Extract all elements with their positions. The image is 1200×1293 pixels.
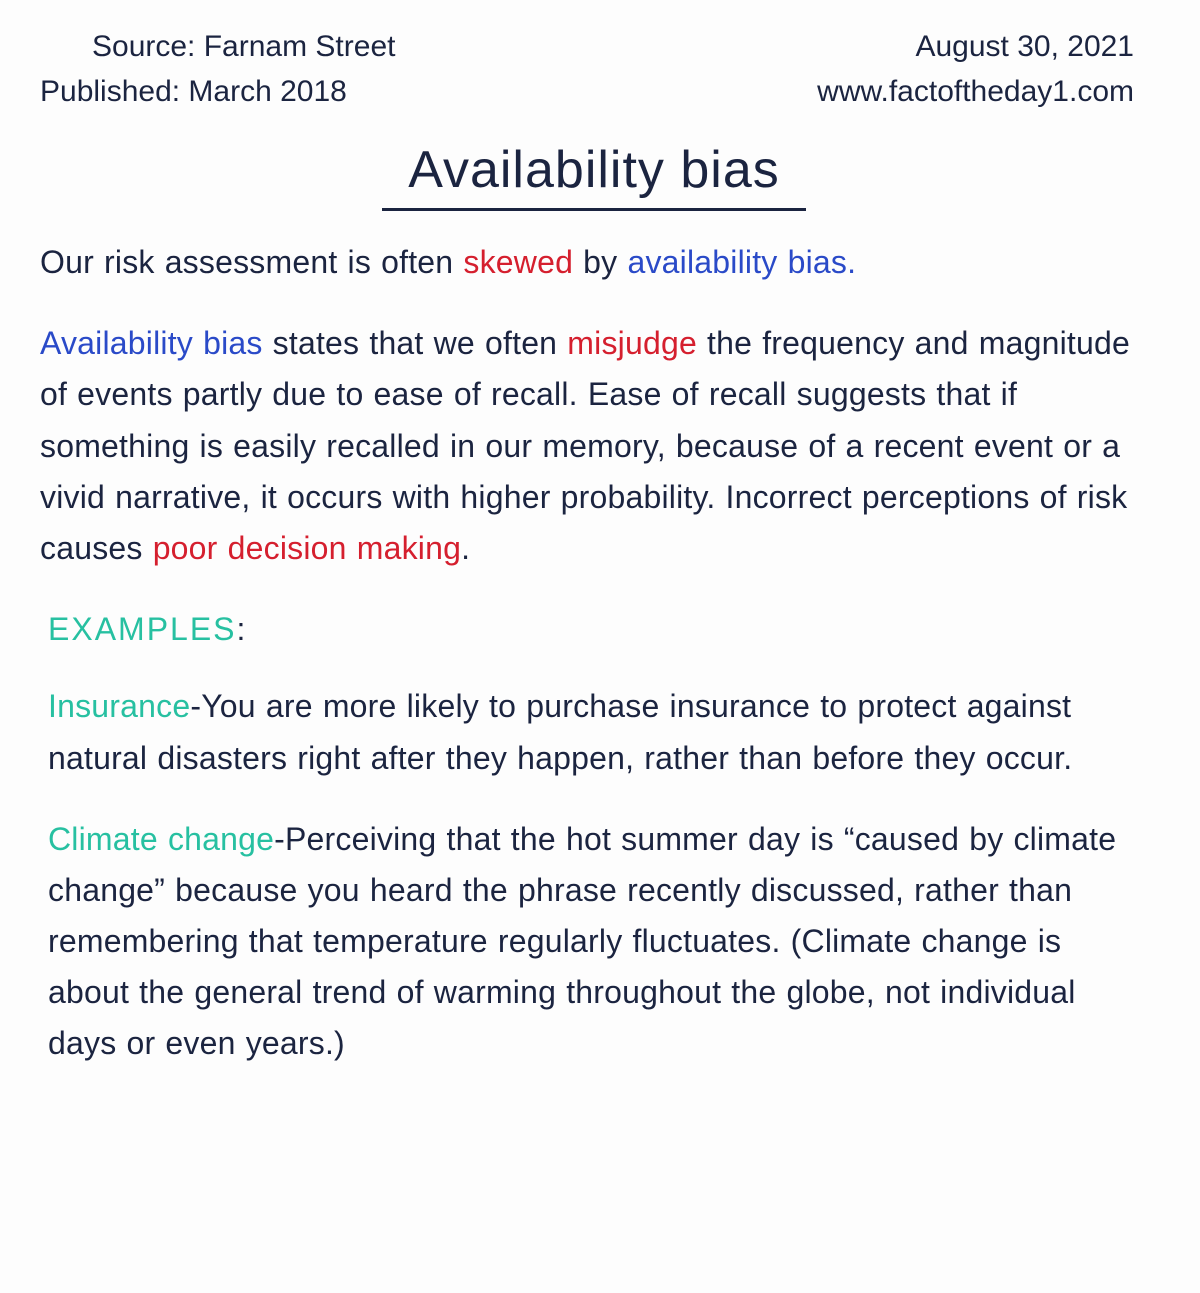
text-segment-red: misjudge: [567, 325, 697, 362]
text-segment-ink: by: [573, 244, 628, 280]
title-wrap: [40, 140, 1148, 211]
text-segment-ink: -You are more likely to purchase insurance to protect against natural disasters right after they happen, rather than before they occur.: [48, 688, 1073, 776]
text-segment-red: poor decision making: [152, 529, 462, 566]
website-text: www.factoftheday1.com: [817, 75, 1134, 108]
text-segment-ink: states that we often: [262, 325, 568, 362]
note-body: [40, 237, 1148, 1070]
text-segment-ink: :: [236, 611, 248, 648]
header-left: [40, 24, 395, 114]
paragraph-definition: [40, 318, 1148, 574]
paragraph-climate-change-example: [40, 814, 1148, 1070]
text-segment-teal: Insurance: [48, 688, 191, 725]
source-line: Source: Farnam Street: [92, 30, 396, 63]
header: [40, 24, 1148, 114]
published-line: Published: March 2018: [40, 75, 347, 108]
text-segment-blue: availability bias.: [627, 244, 857, 280]
text-segment-ink: -Perceiving that the hot summer day is “caused by climate change” because you heard the phrase recently discussed, rather than remembering that temperature regularly fluctuates. (Climate change is about the general trend of warming throughout the globe, not individual days or even years.): [48, 820, 1117, 1062]
text-segment-red: skewed: [463, 244, 574, 280]
paragraph-insurance-example: [40, 681, 1148, 783]
date-line: August 30, 2021: [915, 30, 1134, 63]
page-title: Availability bias: [382, 140, 806, 211]
paragraph-intro: [40, 237, 1148, 288]
text-segment-teal: Climate change: [48, 820, 275, 857]
text-segment-ink: .: [461, 529, 471, 566]
examples-heading: [40, 604, 1148, 655]
text-segment-ink: Our risk assessment is often: [40, 244, 464, 280]
header-right: [817, 24, 1148, 114]
text-segment-ink: the frequency and magnitude of events partly due to ease of recall. Ease of recall suggests that if something is easily recalled in our memory, because of a recent event or a vivid narrative, it occurs with higher probability. Incorrect perceptions of risk causes: [40, 325, 1130, 566]
text-segment-blue: Availability bias: [40, 325, 263, 362]
text-segment-teal: EXAMPLES: [48, 611, 237, 648]
